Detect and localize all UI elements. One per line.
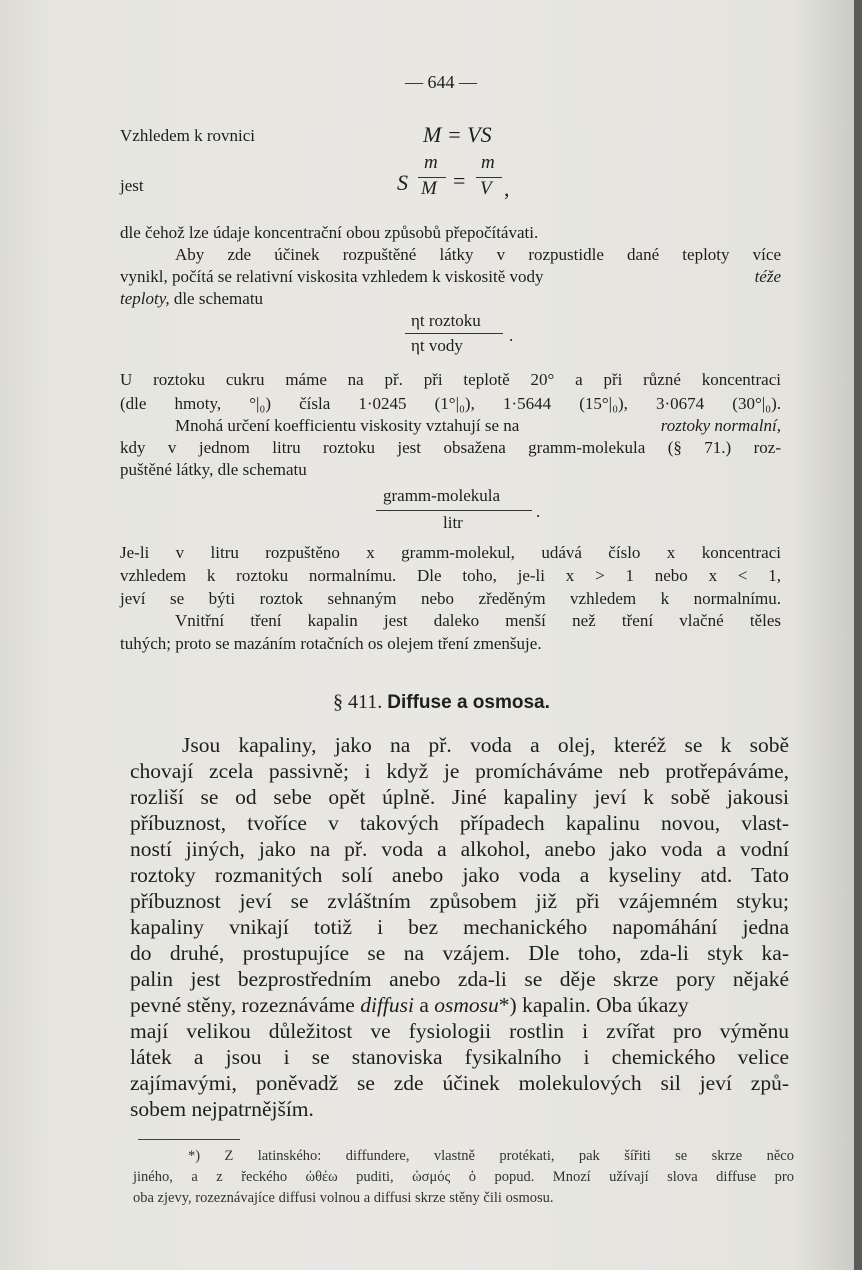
eq-denominator-M: M bbox=[421, 178, 437, 199]
body-line-3: rozliší se od sebe opět úplně. Jiné kapaliny jeví k sobě jakousi bbox=[130, 785, 789, 809]
body-line-15: sobem nejpatrnějším. bbox=[130, 1097, 314, 1121]
page-number: — 644 — bbox=[405, 72, 477, 92]
section-number: § 411. bbox=[333, 691, 383, 713]
text-segment: a bbox=[419, 993, 429, 1017]
footnote-line-2: jiného, a z řeckého ὠθέω puditi, ὠσμός ὁ popud. Mnozí užívají slova diffuse pro bbox=[133, 1169, 794, 1185]
footnote-separator bbox=[138, 1139, 240, 1140]
fraction-numerator: gramm-molekula bbox=[383, 486, 501, 505]
text-vzhledem: Vzhledem k rovnici bbox=[120, 126, 256, 145]
body-line-11 bbox=[130, 993, 789, 1018]
equation-m-vs: M = VS bbox=[423, 122, 492, 147]
eq-denominator-V: V bbox=[480, 178, 492, 199]
eq-numerator-m: m bbox=[424, 152, 438, 173]
footnote-line-3: oba zjevy, rozeznávajíce diffusi volnou a diffusi skrze stěny čili osmosu. bbox=[133, 1190, 554, 1206]
body-line-7: příbuznost jeví se zvláštním způsobem již při vzájemném styku; bbox=[130, 889, 789, 913]
text-italic-osmosu: osmosu bbox=[434, 993, 499, 1017]
body-line-2: chovají zcela passivně; i když je promícháváme neb protřepáváme, bbox=[130, 759, 789, 783]
text-segment: Mnohá určení koefficientu viskosity vztahují se na bbox=[175, 416, 520, 435]
paragraph-viskosita-line-3 bbox=[120, 289, 263, 309]
text-italic-roztoky-normalni: roztoky normalní, bbox=[660, 416, 781, 435]
paragraph-treni-line-2: tuhých; proto se mazáním rotačních os olejem tření zmenšuje. bbox=[120, 634, 542, 653]
fraction-period: . bbox=[509, 326, 514, 345]
body-line-6: roztoky rozmanitých solí anebo jako voda a kyseliny atd. Tato bbox=[130, 863, 789, 887]
footnote-line-1: *) Z latinského: diffundere, vlastně protékati, pak šířiti se skrze něco bbox=[188, 1148, 794, 1164]
body-line-14: zajímavými, poněvadž se zde účinek molekulových sil jeví způ- bbox=[130, 1071, 789, 1095]
paragraph-koncentrace-line-3: jeví se býti roztok sehnaným nebo zředěným vzhledem k normalnímu. bbox=[120, 589, 781, 608]
eq-comma: , bbox=[504, 176, 510, 201]
fraction-denominator: litr bbox=[443, 513, 463, 532]
body-line-10: palin jest bezprostředním anebo zda-li se děje skrze pory nějaké bbox=[130, 967, 789, 991]
paragraph-viskosita-line-2 bbox=[120, 267, 781, 287]
paragraph-treni-line-1: Vnitřní tření kapalin jest daleko menší než tření vlačné těles bbox=[175, 611, 781, 630]
paragraph-koncentrace-line-1: Je-li v litru rozpuštěno x gramm-molekul, udává číslo x koncentraci bbox=[120, 543, 781, 562]
text-line-dle: dle čehož lze údaje koncentrační obou způsobů přepočítávati. bbox=[120, 223, 539, 242]
text-segment: dle schematu bbox=[173, 289, 264, 308]
text-italic-diffusi: diffusi bbox=[360, 993, 414, 1017]
eq-numerator-m2: m bbox=[481, 152, 495, 173]
paragraph-cukr-line-2: (dle hmoty, °|₀) čísla 1·0245 (1°|₀), 1·5644 (15°|₀), 3·0674 (30°|₀). bbox=[120, 394, 781, 413]
fraction-period: . bbox=[536, 502, 541, 521]
body-line-8: kapaliny vnikají totiž i bez mechanického napomáhání jedna bbox=[130, 915, 789, 939]
text-segment: vynikl, počítá se relativní viskosita vzhledem k viskositě vody bbox=[120, 267, 544, 286]
text-italic-teze: téže bbox=[754, 267, 781, 286]
section-title: Diffuse a osmosa. bbox=[387, 692, 550, 713]
body-line-4: příbuznost, tvoříce v takových případech kapalinu novou, vlast- bbox=[130, 811, 789, 835]
paragraph-normalni-line-2: kdy v jednom litru roztoku jest obsažena gramm-molekula (§ 71.) roz- bbox=[120, 438, 781, 457]
paragraph-normalni-line-3: puštěné látky, dle schematu bbox=[120, 460, 307, 479]
text-segment: *) kapalin. Oba úkazy bbox=[498, 993, 689, 1017]
body-line-5: ností jiných, jako na př. voda a alkohol, anebo jako voda a vodní bbox=[130, 837, 789, 861]
paragraph-normalni-line-1 bbox=[175, 416, 781, 436]
paragraph-koncentrace-line-2: vzhledem k roztoku normalnímu. Dle toho, je-li x > 1 nebo x < 1, bbox=[120, 566, 781, 585]
paragraph-viskosita-line-1: Aby zde účinek rozpuštěné látky v rozpustidle dané teploty více bbox=[175, 245, 781, 264]
fraction-bar bbox=[405, 333, 503, 334]
body-line-13: látek a jsou i se stanoviska fysikalního i chemického velice bbox=[130, 1045, 789, 1069]
paragraph-cukr-line-1: U roztoku cukru máme na př. při teplotě 20° a při různé koncentraci bbox=[120, 370, 781, 389]
body-line-12: mají velikou důležitost ve fysiologii rostlin i zvířat pro výměnu bbox=[130, 1019, 789, 1043]
text-italic-teploty: teploty, bbox=[120, 289, 170, 308]
eq-equals: = bbox=[453, 168, 466, 193]
text-segment: pevné stěny, rozeznáváme bbox=[130, 993, 355, 1017]
section-heading bbox=[333, 691, 550, 714]
book-spine-edge bbox=[854, 0, 862, 1270]
fraction-denominator: ηt vody bbox=[411, 336, 463, 355]
fraction-numerator: ηt roztoku bbox=[411, 311, 481, 330]
body-line-1: Jsou kapaliny, jako na př. voda a olej, kteréž se k sobě bbox=[182, 733, 789, 757]
body-line-9: do druhé, prostupujíce se na vzájem. Dle toho, zda-li styk ka- bbox=[130, 941, 789, 965]
text-jest: jest bbox=[120, 176, 144, 195]
fraction-bar bbox=[376, 510, 532, 511]
eq-symbol-s: S bbox=[397, 170, 408, 195]
